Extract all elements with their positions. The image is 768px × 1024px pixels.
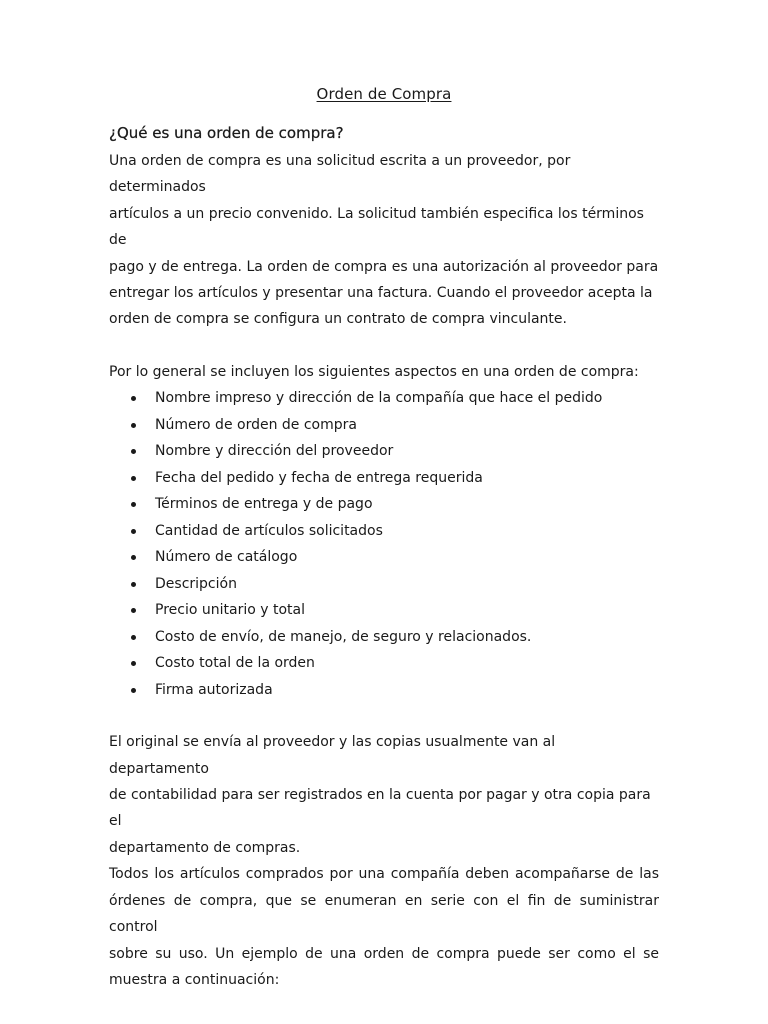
document-title: Orden de Compra: [316, 85, 452, 103]
section-question-heading: ¿Qué es una orden de compra?: [109, 124, 344, 142]
final-line: sobre su uso. Un ejemplo de una orden de compra puede ser como el se: [109, 945, 659, 962]
list-item-text: Descripción: [155, 575, 237, 592]
list-item-text: Firma autorizada: [155, 681, 273, 698]
purchase-order-aspects-list: [109, 385, 659, 703]
list-item-text: Costo total de la orden: [155, 655, 315, 672]
definition-line: pago y de entrega. La orden de compra es una autorización al proveedor para: [109, 258, 659, 275]
bullet-icon: [131, 635, 136, 640]
list-item: [109, 571, 659, 598]
list-item: [109, 518, 659, 545]
paragraph-spacer: [109, 703, 659, 729]
list-item: [109, 624, 659, 651]
closing-line: departamento de compras.: [109, 839, 301, 856]
paragraph-spacer: [109, 333, 659, 359]
bullet-icon: [131, 529, 136, 534]
final-paragraph: [109, 861, 659, 993]
list-item: [109, 465, 659, 492]
list-item-text: Precio unitario y total: [155, 602, 305, 619]
closing-paragraph: [109, 729, 659, 861]
list-item-text: Número de catálogo: [155, 549, 298, 566]
bullet-icon: [131, 608, 136, 613]
list-item: [109, 438, 659, 465]
list-item-text: Términos de entrega y de pago: [155, 496, 373, 513]
definition-paragraph: [109, 148, 659, 333]
definition-line: Una orden de compra es una solicitud escrita a un proveedor, por determinados: [109, 153, 571, 196]
final-line: órdenes de compra, que se enumeran en serie con el fin de suministrar control: [109, 892, 659, 936]
list-item: [109, 544, 659, 571]
list-item: [109, 491, 659, 518]
list-intro: Por lo general se incluyen los siguientes aspectos en una orden de compra:: [109, 363, 639, 380]
list-item-text: Fecha del pedido y fecha de entrega requerida: [155, 469, 483, 486]
bullet-icon: [131, 396, 136, 401]
list-item-text: Cantidad de artículos solicitados: [155, 522, 383, 539]
bullet-icon: [131, 582, 136, 587]
closing-line: El original se envía al proveedor y las copias usualmente van al departamento: [109, 734, 556, 777]
list-item-text: Número de orden de compra: [155, 416, 357, 433]
bullet-icon: [131, 688, 136, 693]
definition-line: orden de compra se configura un contrato de compra vinculante.: [109, 311, 567, 328]
list-item-text: Costo de envío, de manejo, de seguro y relacionados.: [155, 628, 532, 645]
bullet-icon: [131, 502, 136, 507]
document-content: [109, 84, 659, 993]
list-item: [109, 597, 659, 624]
list-item: [109, 650, 659, 677]
list-item-text: Nombre impreso y dirección de la compañía que hace el pedido: [155, 390, 603, 407]
bullet-icon: [131, 449, 136, 454]
bullet-icon: [131, 555, 136, 560]
bullet-icon: [131, 476, 136, 481]
list-item-text: Nombre y dirección del proveedor: [155, 443, 394, 460]
list-item: [109, 385, 659, 412]
closing-line: de contabilidad para ser registrados en la cuenta por pagar y otra copia para el: [109, 787, 651, 830]
definition-line: entregar los artículos y presentar una factura. Cuando el proveedor acepta la: [109, 285, 653, 302]
definition-line: artículos a un precio convenido. La solicitud también especifica los términos de: [109, 205, 644, 249]
final-line: muestra a continuación:: [109, 971, 280, 988]
bullet-icon: [131, 423, 136, 428]
list-item: [109, 677, 659, 704]
final-line: Todos los artículos comprados por una compañía deben acompañarse de las: [109, 866, 659, 883]
bullet-icon: [131, 661, 136, 666]
list-item: [109, 412, 659, 439]
